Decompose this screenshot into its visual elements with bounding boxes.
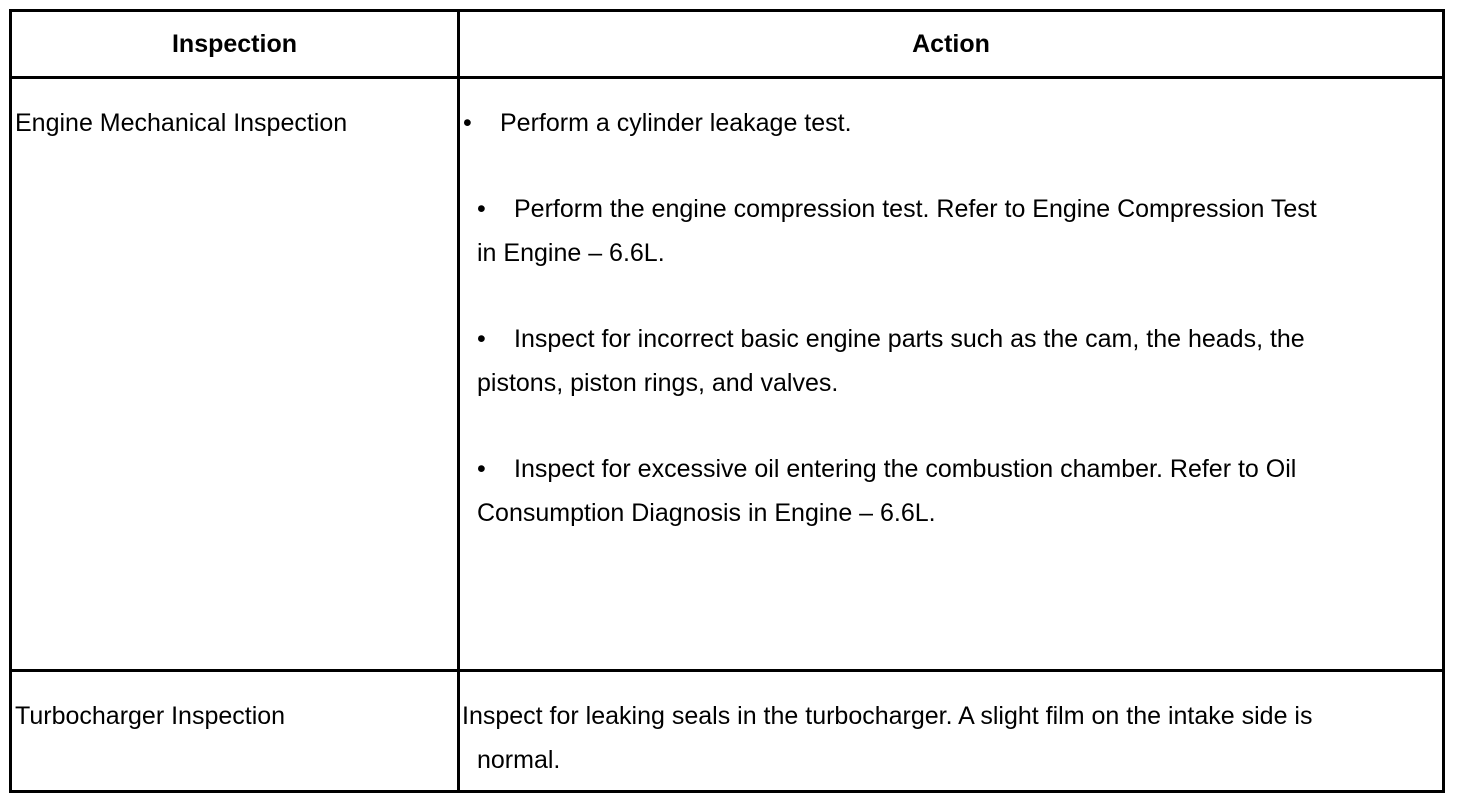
action-cell xyxy=(459,671,1444,792)
list-item xyxy=(460,79,1442,145)
bullet-icon: • xyxy=(477,195,486,223)
action-text: Inspect for incorrect basic engine parts such as the cam, the heads, the pistons, piston rings, and valves. xyxy=(477,325,1305,397)
inspection-cell xyxy=(11,671,459,792)
inspection-label: Turbocharger Inspection xyxy=(15,702,286,730)
list-item xyxy=(460,187,1317,275)
inspection-label: Engine Mechanical Inspection xyxy=(15,109,348,137)
list-item xyxy=(460,447,1317,535)
inspection-cell xyxy=(11,78,459,671)
action-cell xyxy=(459,78,1444,671)
action-text xyxy=(460,672,1442,782)
header-row xyxy=(11,11,1444,78)
action-text-line1: Inspect for leaking seals in the turbocharger. A slight film on the intake side is xyxy=(462,702,1313,730)
table-row xyxy=(11,78,1444,671)
list-item xyxy=(460,317,1317,405)
action-list xyxy=(460,79,1442,535)
action-text: Perform the engine compression test. Refer to Engine Compression Test in Engine – 6.6L. xyxy=(477,195,1317,267)
bullet-icon: • xyxy=(477,455,486,483)
header-action: Action xyxy=(459,11,1444,78)
action-text: Perform a cylinder leakage test. xyxy=(500,109,852,137)
bullet-icon: • xyxy=(463,109,472,137)
action-text-line2: normal. xyxy=(477,746,561,774)
action-text: Inspect for excessive oil entering the combustion chamber. Refer to Oil Consumption Diagnosis in Engine – 6.6L. xyxy=(477,455,1297,527)
inspection-table xyxy=(9,9,1445,793)
bullet-icon: • xyxy=(477,325,486,353)
table-row xyxy=(11,671,1444,792)
header-inspection: Inspection xyxy=(11,11,459,78)
